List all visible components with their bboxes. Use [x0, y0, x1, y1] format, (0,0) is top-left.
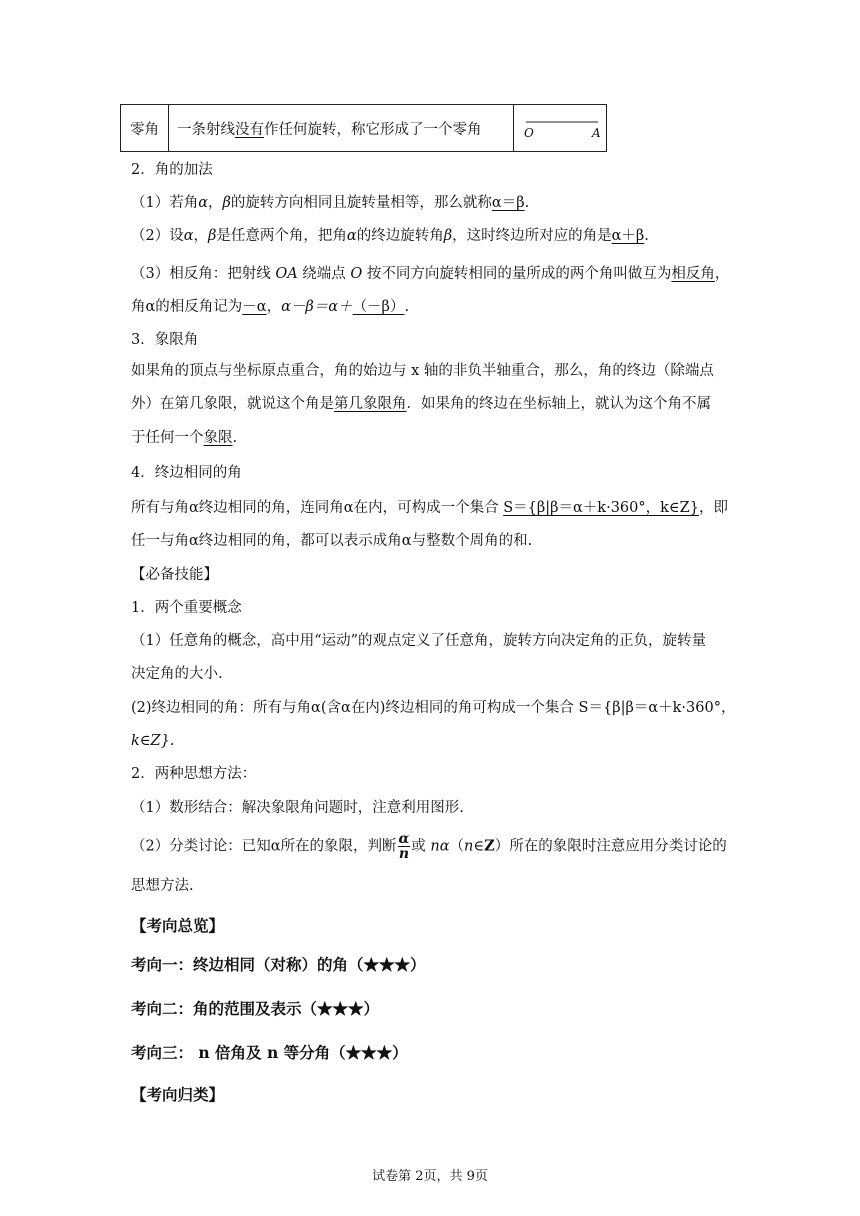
table-desc-post: 作任何旋转，称它形成了一个零角: [264, 121, 482, 138]
answer-blank: S＝{β|β＝α＋k·360°，k∈Z}: [503, 500, 699, 516]
text: ，: [714, 266, 730, 282]
text: ，: [208, 195, 223, 211]
text: O: [350, 266, 363, 282]
skills-subheading-2: 2．两种思想方法：: [131, 766, 257, 782]
answer-blank: 象限: [203, 430, 233, 446]
text: 所有与角α终边相同的角，连同角α在内，可构成一个集合: [131, 500, 504, 516]
table-desc-underlined: 没有: [235, 121, 264, 138]
fraction-alpha-over-n: [398, 832, 411, 861]
text: 的旋转方向相同且旋转量相等，那么就称: [230, 195, 492, 211]
text: （2）设: [131, 228, 184, 244]
fraction-denominator: n: [398, 846, 409, 862]
s3-paragraph-line-1: 如果角的顶点与坐标原点重合，角的始边与 x 轴的非负半轴重合，那么，角的终边（除端点: [131, 363, 714, 379]
text: ∈: [473, 838, 485, 855]
overview-item-2: 考向二：角的范围及表示（★★★）: [131, 999, 380, 1018]
text: α: [346, 228, 357, 244]
skills-heading: 【必备技能】: [131, 567, 218, 583]
overview-item-3: 考向三： n 倍角及 n 等分角（★★★）: [131, 1043, 408, 1062]
text: 角α的相反角记为: [131, 299, 243, 315]
text: β: [208, 228, 217, 244]
fraction-numerator: α: [398, 831, 410, 847]
text: n: [464, 838, 474, 855]
text: ，: [266, 299, 282, 315]
text: Z: [484, 837, 495, 855]
section-2-title: 2．角的加法: [131, 162, 213, 178]
text: （3）相反角：把射线: [131, 266, 276, 282]
text: .: [404, 299, 410, 315]
answer-blank: 第几象限角: [334, 396, 407, 412]
skills-p5: 思想方法.: [131, 878, 194, 894]
skills-p2-line-1: (2)终边相同的角：所有与角α(含α在内)终边相同的角可构成一个集合 S＝{β|β＝α＋k·360°，: [131, 700, 736, 716]
overview-heading: 【考向总览】: [131, 916, 225, 935]
overview-item-1: 考向一：终边相同（对称）的角（★★★）: [131, 955, 426, 974]
skills-p1-line-2: 决定角的大小.: [131, 666, 223, 682]
text: β: [222, 195, 231, 211]
text: 或: [411, 838, 431, 855]
figure-label-a: A: [592, 126, 601, 140]
table-desc-pre: 一条射线: [177, 121, 235, 138]
skills-p2-line-2: k∈Z}.: [131, 733, 175, 749]
text: 的终边旋转角: [356, 228, 444, 244]
text: （: [449, 838, 465, 855]
s2-line-2: [131, 226, 649, 246]
answer-blank: α＝β: [491, 195, 525, 211]
text: ．如果角的终边在坐标轴上，就认为这个角不属: [406, 396, 711, 412]
table-figure-cell: [514, 105, 607, 152]
text: .: [644, 228, 649, 244]
s4-paragraph-line-2: 任一与角α终边相同的角，都可以表示成角α与整数个周角的和.: [131, 533, 533, 549]
table-label: 零角: [130, 121, 159, 138]
text: α: [183, 228, 194, 244]
text: ，即: [698, 500, 728, 516]
answer-blank: （－β）: [352, 299, 405, 315]
s3-paragraph-line-2: [131, 394, 711, 414]
answer-blank: 相反角: [671, 266, 715, 282]
text: 外）在第几象限，就说这个角是: [131, 396, 334, 412]
skills-subheading-1: 1．两个重要概念: [131, 600, 242, 616]
figure-label-o: O: [524, 126, 534, 140]
skills-p4: [131, 832, 727, 861]
text: ）所在的象限时注意应用分类讨论的: [494, 838, 727, 855]
page-footer: 试卷第 2页，共 9页: [372, 1169, 488, 1184]
s2-line-3: [131, 264, 729, 284]
s3-paragraph-line-3: [131, 428, 237, 448]
text: α: [198, 195, 209, 211]
answer-blank: －α: [242, 299, 267, 315]
text: 于任何一个: [131, 430, 204, 446]
text: nα: [430, 838, 450, 855]
text: （1）若角: [131, 195, 199, 211]
section-3-title: 3．象限角: [131, 332, 199, 348]
text: （2）分类讨论：已知α所在的象限，判断: [131, 838, 397, 855]
text: .: [524, 195, 530, 211]
text: ，: [193, 228, 209, 244]
text: ，这时终边所对应的角是: [452, 228, 612, 244]
skills-p3: （1）数形结合：解决象限角问题时，注意利用图形.: [131, 800, 464, 816]
answer-blank: α＋β: [611, 228, 645, 244]
table-label-cell: [121, 105, 169, 152]
section-4-title: 4．终边相同的角: [131, 465, 242, 481]
table-desc-cell: [169, 105, 514, 152]
s2-line-1: [131, 193, 529, 213]
text: OA: [275, 266, 298, 282]
text: 是任意两个角，把角: [216, 228, 347, 244]
text: 绕端点: [297, 266, 351, 282]
text: .: [232, 430, 238, 446]
text: 按不同方向旋转相同的量所成的两个角叫做互为: [362, 266, 672, 282]
s4-paragraph-line-1: [131, 498, 728, 518]
text: β: [443, 228, 453, 244]
s2-line-4: [131, 297, 409, 317]
skills-p1-line-1: （1）任意角的概念，高中用“运动”的观点定义了任意角，旋转方向决定角的正负，旋转量: [131, 633, 707, 649]
classify-heading: 【考向归类】: [131, 1085, 225, 1104]
zero-angle-table: [120, 104, 607, 152]
text: α－β＝α＋: [281, 299, 353, 315]
